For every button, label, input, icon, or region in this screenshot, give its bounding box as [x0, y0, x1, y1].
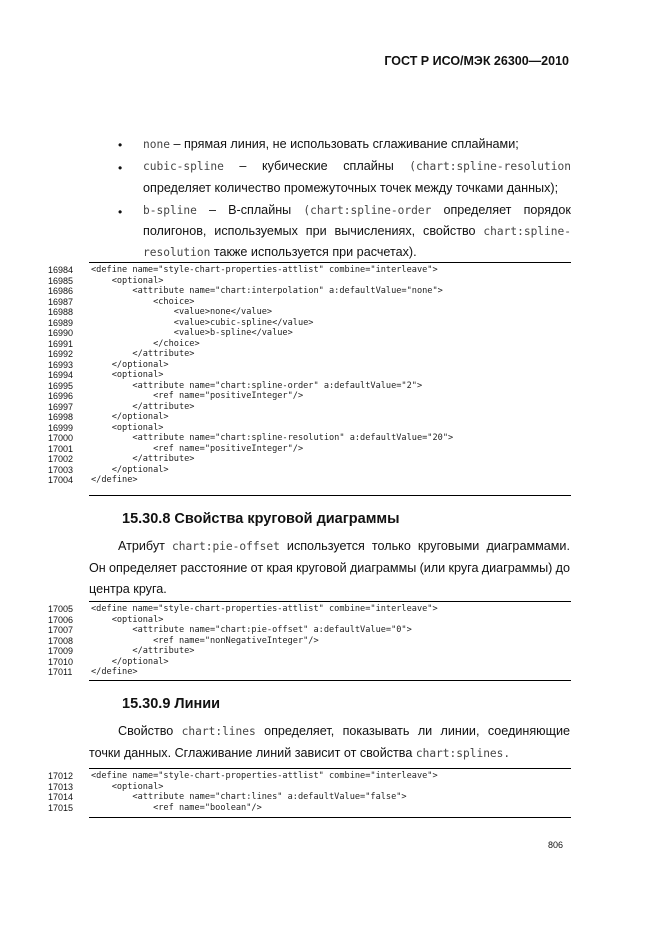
code-line-number: 16994: [48, 370, 74, 380]
bullet-item-3-line-1: b-spline – В-сплайны (chart:spline-order определяет порядок: [143, 203, 571, 217]
code-line: <optional>: [91, 614, 164, 625]
code-line: <optional>: [91, 781, 164, 792]
code-line-number: 16985: [48, 275, 74, 286]
section-heading: 15.30.9 Линии: [122, 696, 221, 712]
code-rule-top: [89, 601, 571, 602]
code-line: </define>: [91, 475, 138, 485]
code-line-number: 17013: [48, 781, 74, 792]
bullet-item-2-line-2: определяет количество промежуточных точек между точками данных);: [143, 181, 559, 195]
code-line: <value>none</value>: [91, 307, 273, 317]
code-line-number: 17004: [48, 475, 74, 485]
code-line-number: 17014: [48, 792, 74, 802]
code-line: <attribute name="chart:spline-order" a:defaultValue="2">: [91, 380, 423, 391]
code-line: <define name="style-chart-properties-attlist" combine="interleave">: [91, 604, 438, 614]
code-line-number: 17003: [48, 464, 74, 475]
paragraph-line: Свойство chart:lines определяет, показывать ли линии, соединяющие: [118, 724, 570, 738]
code-listing: [91, 771, 438, 813]
code-line-number: 17015: [48, 802, 74, 813]
code-line: </optional>: [91, 359, 169, 370]
code-line: <attribute name="chart:interpolation" a:defaultValue="none">: [91, 286, 443, 296]
paragraph-line: центра круга.: [89, 582, 167, 596]
section-heading: 15.30.8 Свойства круговой диаграммы: [122, 511, 400, 527]
code-line-number: 16984: [48, 265, 74, 275]
paragraph-line: точки данных. Сглаживание линий зависит от свойства chart:splines.: [89, 746, 511, 760]
code-line-numbers: [48, 604, 73, 678]
code-line-number: 17009: [48, 646, 74, 656]
code-line: <define name="style-chart-properties-attlist" combine="interleave">: [91, 771, 438, 781]
code-line-number: 17001: [48, 443, 74, 454]
code-line: </optional>: [91, 412, 169, 422]
code-line: <ref name="positiveInteger"/>: [91, 443, 304, 454]
code-line-number: 17002: [48, 454, 74, 464]
paragraph-line: Атрибут chart:pie-offset используется только круговыми диаграммами.: [118, 539, 570, 553]
code-line: </optional>: [91, 464, 169, 475]
code-line: </choice>: [91, 338, 200, 349]
code-line-number: 16989: [48, 317, 74, 328]
code-line-number: 16991: [48, 338, 74, 349]
code-rule-bottom: [89, 817, 571, 818]
code-line: <attribute name="chart:lines" a:defaultValue="false">: [91, 792, 407, 802]
bullet-marker: •: [118, 138, 123, 152]
code-line-number: 16992: [48, 349, 74, 359]
code-line: <ref name="nonNegativeInteger"/>: [91, 635, 319, 646]
code-line-number: 17006: [48, 614, 74, 625]
bullet-item-2-line-1: cubic-spline – кубические сплайны (chart:spline-resolution: [143, 159, 571, 173]
code-line-number: 17000: [48, 433, 74, 443]
code-line: <optional>: [91, 275, 164, 286]
code-line-number: 16995: [48, 380, 74, 391]
code-line-numbers: [48, 771, 73, 813]
bullet-item-3-line-2: полигонов, используемых при вычислениях, свойство chart:spline-: [143, 224, 571, 238]
code-line-number: 17010: [48, 656, 74, 667]
code-line-number: 17007: [48, 625, 74, 635]
code-rule-bottom: [89, 680, 571, 681]
code-rule-top: [89, 262, 571, 263]
code-line-number: 16997: [48, 401, 74, 412]
code-listing: [91, 604, 438, 678]
code-line-numbers: [48, 265, 73, 486]
page-number: 806: [547, 840, 563, 850]
code-line: <choice>: [91, 296, 195, 307]
code-line: </attribute>: [91, 401, 195, 412]
code-line: </optional>: [91, 656, 169, 667]
code-line-number: 16993: [48, 359, 74, 370]
code-rule-bottom: [89, 495, 571, 496]
code-line: <optional>: [91, 422, 164, 433]
code-rule-top: [89, 768, 571, 769]
code-line-number: 16998: [48, 412, 74, 422]
code-line-number: 16996: [48, 391, 74, 401]
bullet-marker: •: [118, 205, 123, 219]
code-line: <define name="style-chart-properties-attlist" combine="interleave">: [91, 265, 438, 275]
code-line-number: 17008: [48, 635, 74, 646]
code-line: <ref name="positiveInteger"/>: [91, 391, 304, 401]
code-line: <attribute name="chart:pie-offset" a:defaultValue="0">: [91, 625, 412, 635]
code-line: <attribute name="chart:spline-resolution" a:defaultValue="20">: [91, 433, 454, 443]
code-line: </define>: [91, 667, 138, 677]
code-line-number: 17005: [48, 604, 74, 614]
code-line-number: 16986: [48, 286, 74, 296]
page-header-title: ГОСТ Р ИСО/МЭК 26300—2010: [384, 54, 569, 68]
code-line: </attribute>: [91, 454, 195, 464]
code-line: </attribute>: [91, 646, 195, 656]
code-line-number: 16999: [48, 422, 74, 433]
code-line-number: 17011: [48, 667, 73, 677]
bullet-item-3-line-3: resolution также используется при расчетах).: [143, 245, 417, 259]
code-line-number: 16988: [48, 307, 74, 317]
code-line: </attribute>: [91, 349, 195, 359]
code-listing: [91, 265, 453, 486]
code-line-number: 17012: [48, 771, 74, 781]
paragraph-line: Он определяет расстояние от края круговой диаграммы (или круга диаграммы) до: [89, 561, 570, 575]
code-line-number: 16990: [48, 328, 74, 338]
code-line: <ref name="boolean"/>: [91, 802, 262, 813]
code-line-number: 16987: [48, 296, 74, 307]
code-line: <value>cubic-spline</value>: [91, 317, 314, 328]
bullet-marker: •: [118, 161, 123, 175]
bullet-item-1: none – прямая линия, не использовать сглаживание сплайнами;: [143, 137, 519, 151]
code-line: <optional>: [91, 370, 164, 380]
code-line: <value>b-spline</value>: [91, 328, 293, 338]
